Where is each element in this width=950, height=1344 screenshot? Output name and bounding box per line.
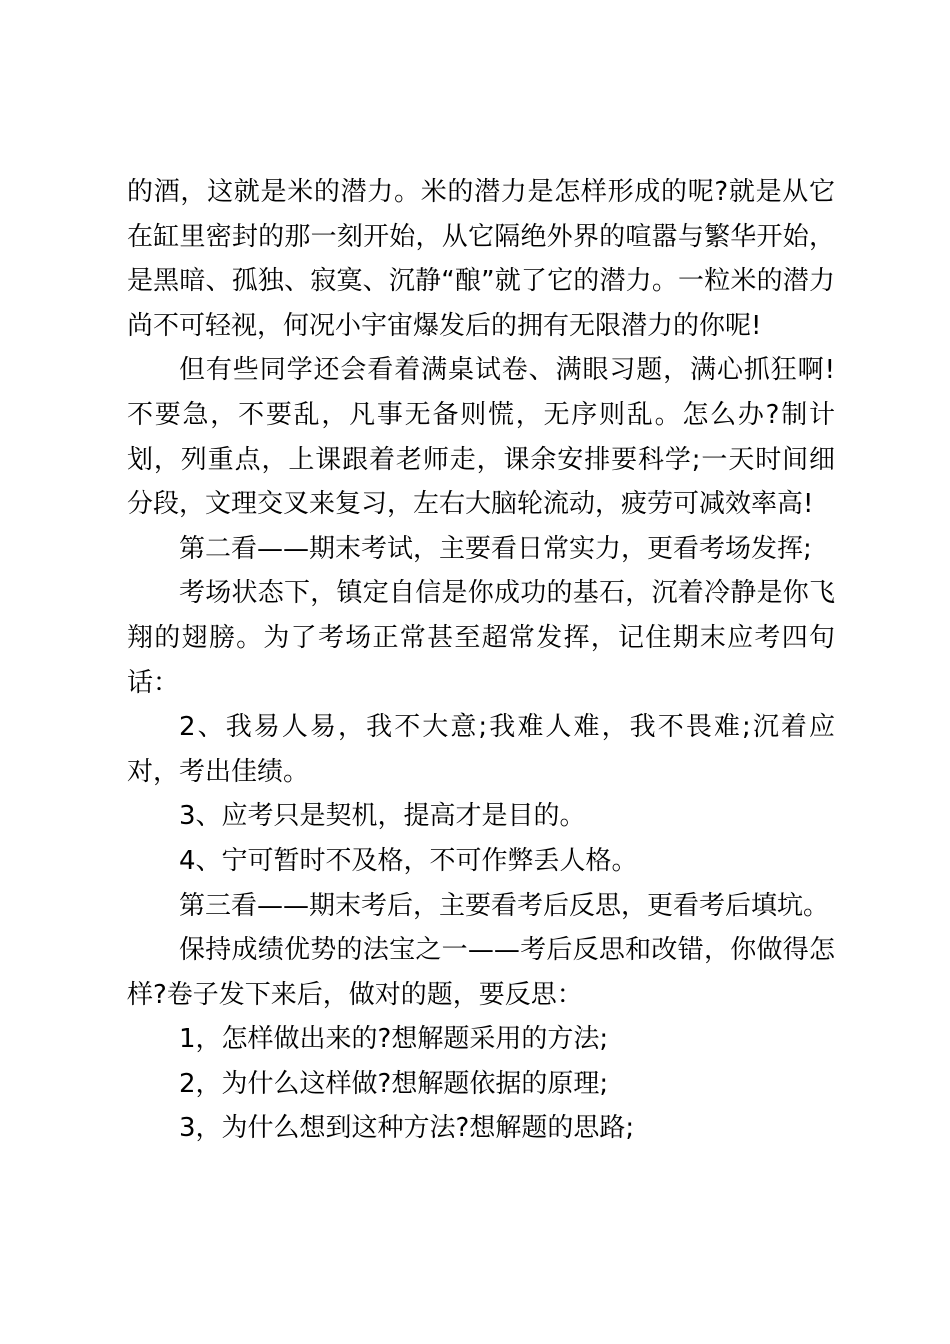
document-body: [127, 170, 835, 1151]
paragraph-7: 4、宁可暂时不及格，不可作弊丢人格。: [179, 845, 638, 876]
paragraph-6: 3、应考只是契机，提高才是目的。: [179, 801, 586, 832]
paragraph-12: 3，为什么想到这种方法?想解题的思路;: [179, 1113, 635, 1144]
paragraph-1: 的酒，这就是米的潜力。米的潜力是怎样形成的呢?就是从它在缸里密封的那一刻开始，从它隔绝外界的喧嚣与繁华开始，是黑暗、孤独、寂寞、沉静“酿”就了它的潜力。一粒米的潜力尚不可轻视，何况小宇宙爆发后的拥有无限潜力的你呢!: [127, 177, 835, 341]
paragraph-4: 考场状态下，镇定自信是你成功的基石，沉着冷静是你飞翔的翅膀。为了考场正常甚至超常发挥，记住期末应考四句话：: [127, 578, 835, 698]
paragraph-9: 保持成绩优势的法宝之一——考后反思和改错，你做得怎样?卷子发下来后，做对的题，要反思：: [127, 935, 835, 1010]
paragraph-3: 第二看——期末考试，主要看日常实力，更看考场发挥;: [179, 533, 812, 564]
paragraph-2: 但有些同学还会看着满桌试卷、满眼习题，满心抓狂啊!不要急，不要乱，凡事无备则慌，无序则乱。怎么办?制计划，列重点，上课跟着老师走，课余安排要科学;一天时间细分段，文理交叉来复习，左右大脑轮流动，疲劳可减效率高!: [127, 355, 835, 520]
paragraph-10: 1，怎样做出来的?想解题采用的方法;: [179, 1024, 609, 1055]
paragraph-8: 第三看——期末考后，主要看考后反思，更看考后填坑。: [179, 890, 830, 921]
paragraph-5: 2、我易人易，我不大意;我难人难，我不畏难;沉着应对，考出佳绩。: [127, 712, 835, 787]
paragraph-11: 2，为什么这样做?想解题依据的原理;: [179, 1068, 609, 1099]
